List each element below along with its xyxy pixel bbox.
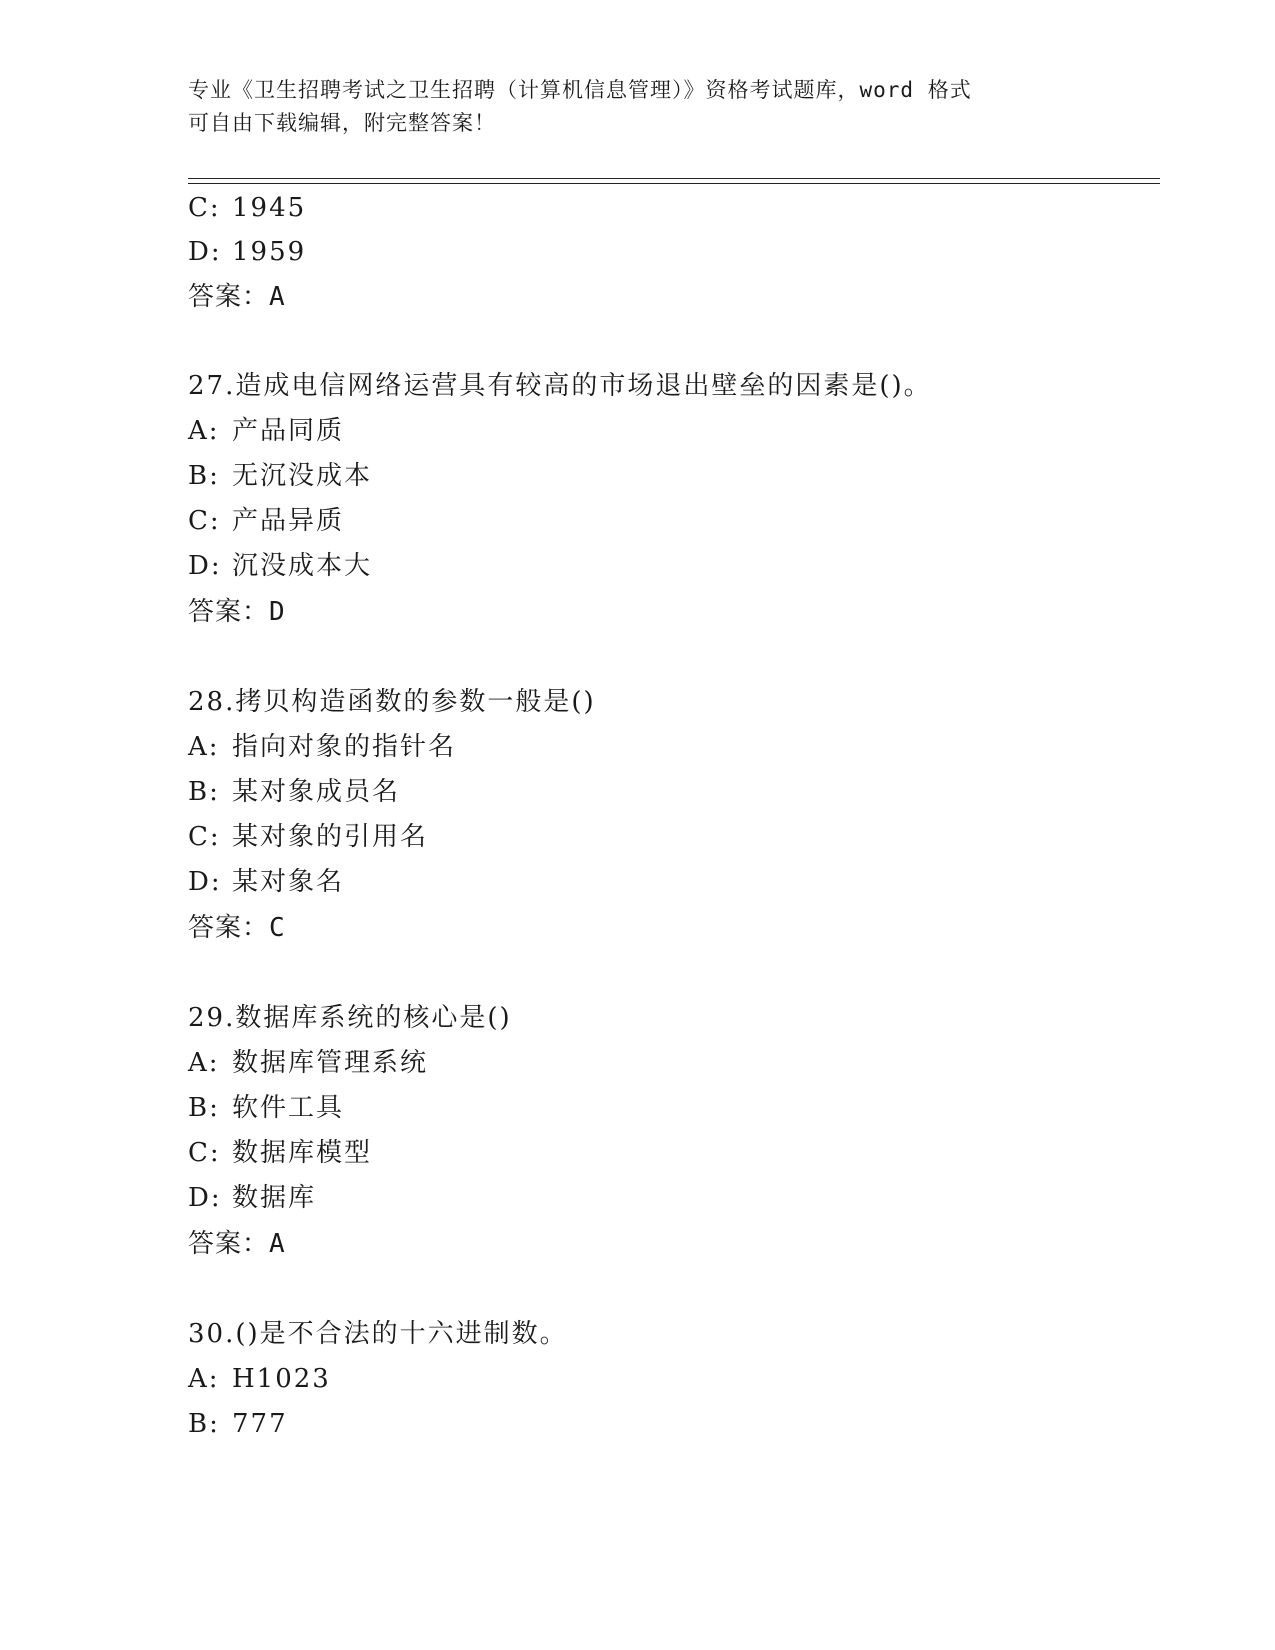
option-letter: A:	[188, 1364, 220, 1394]
answer-line	[188, 912, 286, 944]
answer-line	[188, 596, 286, 628]
header-divider-bottom	[188, 183, 1160, 184]
option-text: 沉没成本大	[232, 551, 373, 581]
question-29: 29.数据库系统的核心是()	[188, 1003, 512, 1033]
option-text: 某对象的引用名	[232, 822, 429, 852]
option-c	[188, 1137, 372, 1169]
option-letter: A:	[188, 732, 220, 762]
option-text: H1023	[232, 1364, 331, 1394]
option-d	[188, 866, 344, 898]
option-c	[188, 192, 306, 224]
option-c	[188, 505, 344, 537]
option-text: 数据库管理系统	[232, 1048, 429, 1078]
option-text: 777	[232, 1409, 288, 1439]
answer-key: D	[269, 597, 286, 627]
option-text: 产品同质	[232, 416, 345, 446]
answer-label: 答案：	[188, 1229, 270, 1259]
answer-label: 答案：	[188, 913, 270, 943]
option-letter: D:	[188, 867, 222, 897]
option-letter: C:	[188, 822, 221, 852]
option-letter: B:	[188, 777, 220, 807]
option-text: 1959	[232, 237, 307, 267]
option-text: 某对象成员名	[232, 777, 401, 807]
option-letter: C:	[188, 1138, 221, 1168]
question-28: 28.拷贝构造函数的参数一般是()	[188, 687, 596, 717]
option-letter: D:	[188, 1183, 222, 1213]
option-b	[188, 1092, 344, 1124]
option-text: 指向对象的指针名	[232, 732, 457, 762]
option-text: 产品异质	[232, 506, 345, 536]
option-a	[188, 731, 456, 763]
option-text: 1945	[232, 193, 307, 223]
option-letter: B:	[188, 461, 220, 491]
answer-key: A	[269, 1229, 286, 1259]
option-b	[188, 460, 372, 492]
option-letter: D:	[188, 551, 222, 581]
option-d	[188, 550, 372, 582]
option-letter: B:	[188, 1409, 220, 1439]
option-b	[188, 776, 400, 808]
option-a	[188, 1047, 428, 1079]
option-d	[188, 1182, 316, 1214]
answer-label: 答案：	[188, 282, 270, 312]
option-text: 无沉没成本	[232, 461, 373, 491]
option-d	[188, 236, 306, 268]
option-text: 数据库模型	[232, 1138, 373, 1168]
option-letter: B:	[188, 1093, 220, 1123]
question-27: 27.造成电信网络运营具有较高的市场退出壁垒的因素是()。	[188, 371, 932, 401]
option-letter: D:	[188, 237, 222, 267]
question-30: 30.()是不合法的十六进制数。	[188, 1319, 568, 1349]
option-b	[188, 1408, 288, 1440]
header-divider-top	[188, 178, 1160, 179]
answer-key: A	[269, 282, 286, 312]
answer-line	[188, 1228, 286, 1260]
option-text: 软件工具	[232, 1093, 345, 1123]
option-letter: A:	[188, 416, 220, 446]
document-header	[188, 74, 1088, 140]
option-letter: C:	[188, 193, 221, 223]
header-line-1: 专业《卫生招聘考试之卫生招聘（计算机信息管理）》资格考试题库，word 格式	[188, 78, 972, 102]
option-text: 数据库	[232, 1183, 317, 1213]
option-letter: C:	[188, 506, 221, 536]
option-a	[188, 1363, 331, 1395]
answer-line	[188, 281, 286, 313]
answer-key: C	[269, 913, 286, 943]
option-letter: A:	[188, 1048, 220, 1078]
option-c	[188, 821, 428, 853]
option-text: 某对象名	[232, 867, 345, 897]
answer-label: 答案：	[188, 597, 270, 627]
option-a	[188, 415, 344, 447]
header-line-2: 可自由下载编辑，附完整答案！	[188, 111, 496, 135]
